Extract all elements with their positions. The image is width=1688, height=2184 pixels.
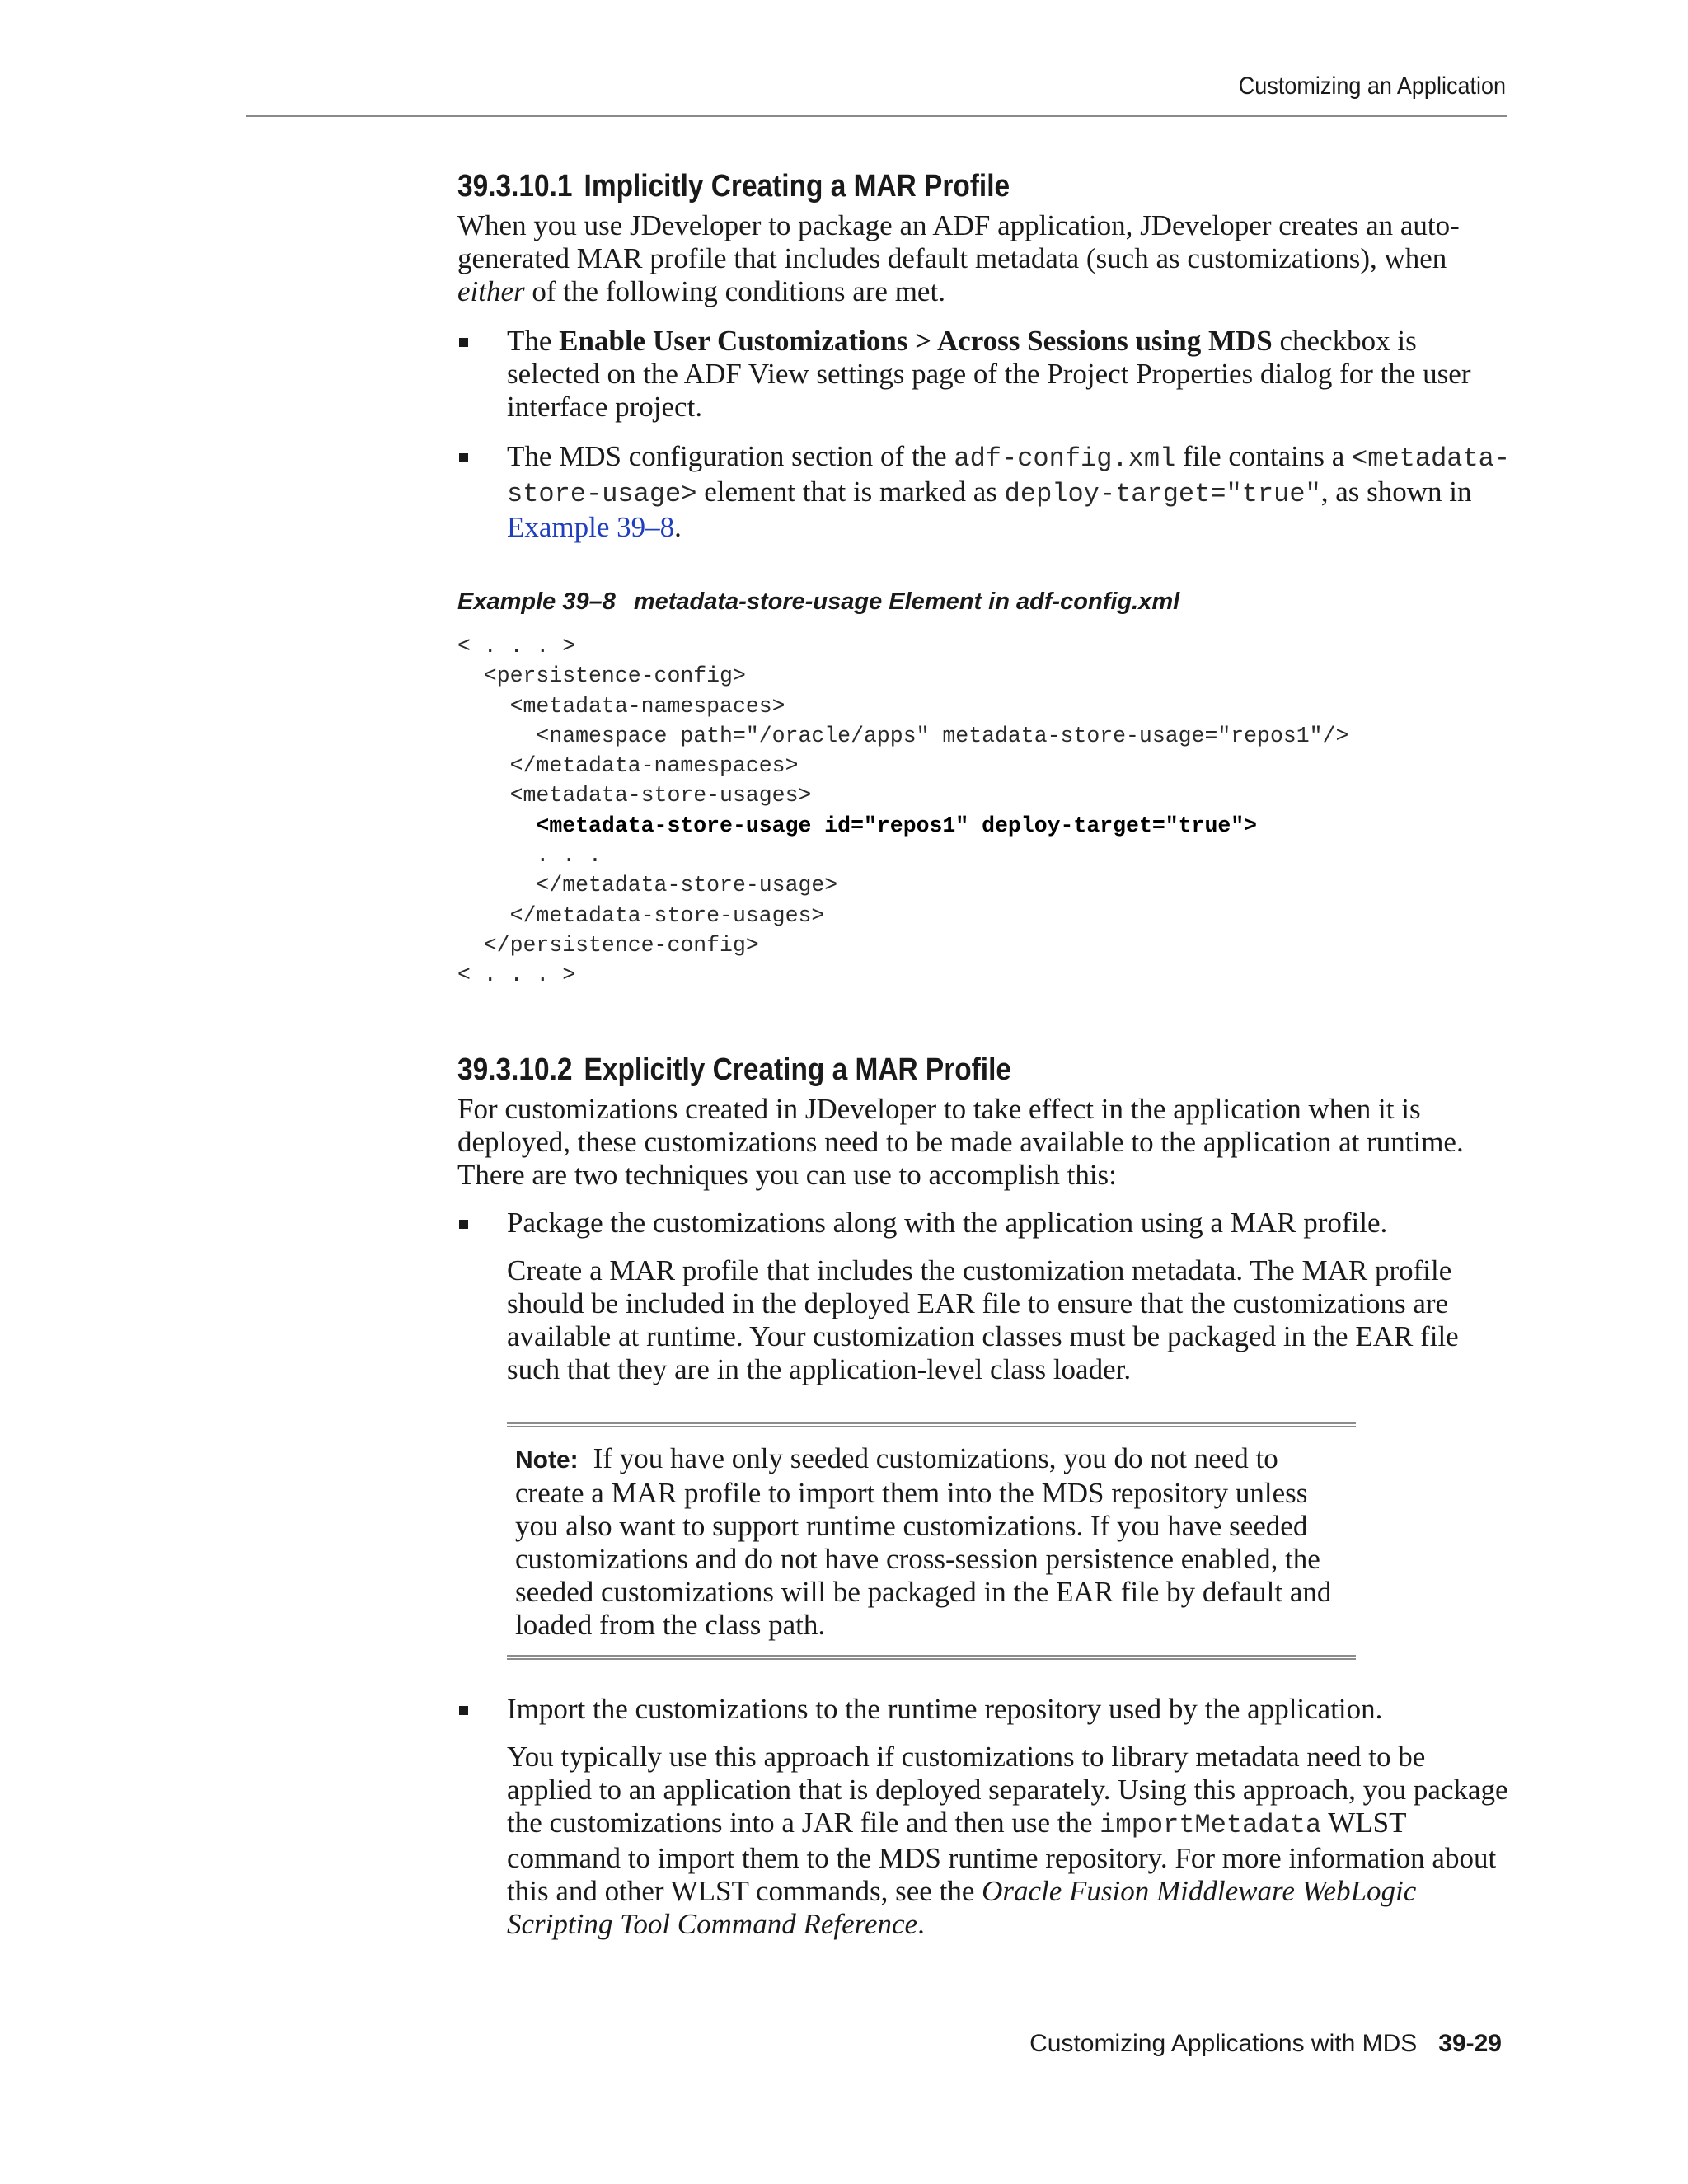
paragraph-text: WLST command to import them to the MDS runtime repository. For more information about this and other WLST commands, see the xyxy=(507,1806,1497,1907)
code-lines: < . . . > <persistence-config> <metadata-namespaces> <namespace path="/oracle/apps" metadata-store-usage="repos1"/> </metadata-namespaces> <metadata-store-usages> xyxy=(457,634,1349,808)
section-number: 39.3.10.2 xyxy=(457,1052,573,1087)
bullet-icon xyxy=(459,338,468,347)
code-inline: <metadata-store-usage> xyxy=(507,443,1511,509)
bullet-text: The xyxy=(507,325,560,357)
section-heading-explicit xyxy=(457,1052,1386,1088)
reference-title: Oracle Fusion Middleware WebLogic Scripting Tool Command Reference xyxy=(507,1874,1417,1940)
bullet-paragraph xyxy=(507,1741,1512,1941)
bullet-text: Package the customizations along with the application using a MAR profile. xyxy=(507,1206,1388,1239)
bullet-bold-text: Enable User Customizations > Across Sessions using MDS xyxy=(559,325,1273,357)
page-number: 39-29 xyxy=(1438,2030,1502,2057)
bullet-text: . xyxy=(674,511,682,543)
note-paragraph xyxy=(515,1442,1346,1642)
running-header: Customizing an Application xyxy=(1238,73,1506,100)
bullet-icon xyxy=(459,1706,468,1715)
example-title: metadata-store-usage Element in adf-config.xml xyxy=(633,588,1180,615)
section-number: 39.3.10.1 xyxy=(457,169,573,204)
code-example xyxy=(457,631,1512,991)
techniques-list xyxy=(457,1207,1512,1941)
list-item xyxy=(457,440,1512,544)
bullet-icon xyxy=(459,1220,468,1229)
bullet-paragraph: Create a MAR profile that includes the customization metadata. The MAR profile should be included in the deployed EAR file to ensure that the customizations are available at runtime. Your customization classes must be packaged in the EAR file such that they are in the application-level class loader. xyxy=(507,1254,1459,1385)
code-bold-line: <metadata-store-usage id="repos1" deploy-target="true"> xyxy=(536,813,1258,838)
list-item xyxy=(457,325,1512,424)
running-footer xyxy=(0,2030,1502,2058)
section-title: Implicitly Creating a MAR Profile xyxy=(584,169,1010,204)
note-box xyxy=(507,1422,1356,1660)
footer-title: Customizing Applications with MDS xyxy=(1029,2030,1418,2057)
note-text: If you have only seeded customizations, you do not need to create a MAR profile to import them into the MDS repository unless you also want to support runtime customizations. If you have seeded customizations and do not have cross-session persistence enabled, the seeded customizations will be packaged in the EAR file by default and loaded from the class path. xyxy=(515,1441,1332,1641)
bullet-icon xyxy=(459,453,468,462)
header-rule xyxy=(246,115,1507,117)
paragraph-text: You typically use this approach if customizations to library metadata need to be applied to an application that is deployed separately. Using this approach, you package the customizations into a JAR file and then use the xyxy=(507,1740,1508,1839)
page-content xyxy=(457,169,1512,1941)
code-inline: adf-config.xml xyxy=(954,443,1176,474)
intro-text: When you use JDeveloper to package an ADF application, JDeveloper creates an auto-generated MAR profile that includes default metadata (such as customizations), when xyxy=(457,209,1460,274)
bullet-text: , as shown in xyxy=(1320,476,1472,508)
code-inline: deploy-target="true" xyxy=(1004,479,1321,509)
code-inline: importMetadata xyxy=(1100,1809,1322,1840)
example-link[interactable]: Example 39–8 xyxy=(507,511,675,543)
bullet-text: file contains a xyxy=(1175,440,1353,472)
section-title: Explicitly Creating a MAR Profile xyxy=(584,1052,1011,1087)
example-number: Example 39–8 xyxy=(457,588,616,615)
list-item xyxy=(457,1693,1512,1941)
section2-intro: For customizations created in JDeveloper to take effect in the application when it is deployed, these customizations need to be made available to the application at runtime. There are two techniques you can use to accomplish this: xyxy=(457,1092,1464,1191)
bullet-text-end: checkbox is selected on the ADF View settings page of the Project Properties dialog for the user interface project. xyxy=(507,325,1471,423)
conditions-list xyxy=(457,325,1512,544)
bullet-text: element that is marked as xyxy=(696,476,1005,508)
section-heading-implicit xyxy=(457,169,1386,204)
note-label: Note: xyxy=(515,1446,579,1474)
example-caption xyxy=(457,585,1512,618)
intro-emphasis: either xyxy=(457,275,525,307)
bullet-text: The MDS configuration section of the xyxy=(507,440,954,472)
section1-intro xyxy=(457,209,1512,308)
intro-text-end: of the following conditions are met. xyxy=(524,275,945,307)
list-item xyxy=(457,1207,1512,1660)
paragraph-text: . xyxy=(917,1907,925,1940)
bullet-text: Import the customizations to the runtime repository used by the application. xyxy=(507,1692,1383,1725)
code-lines: . . . </metadata-store-usage> </metadata-store-usages> </persistence-config> < . . . > xyxy=(457,843,838,988)
